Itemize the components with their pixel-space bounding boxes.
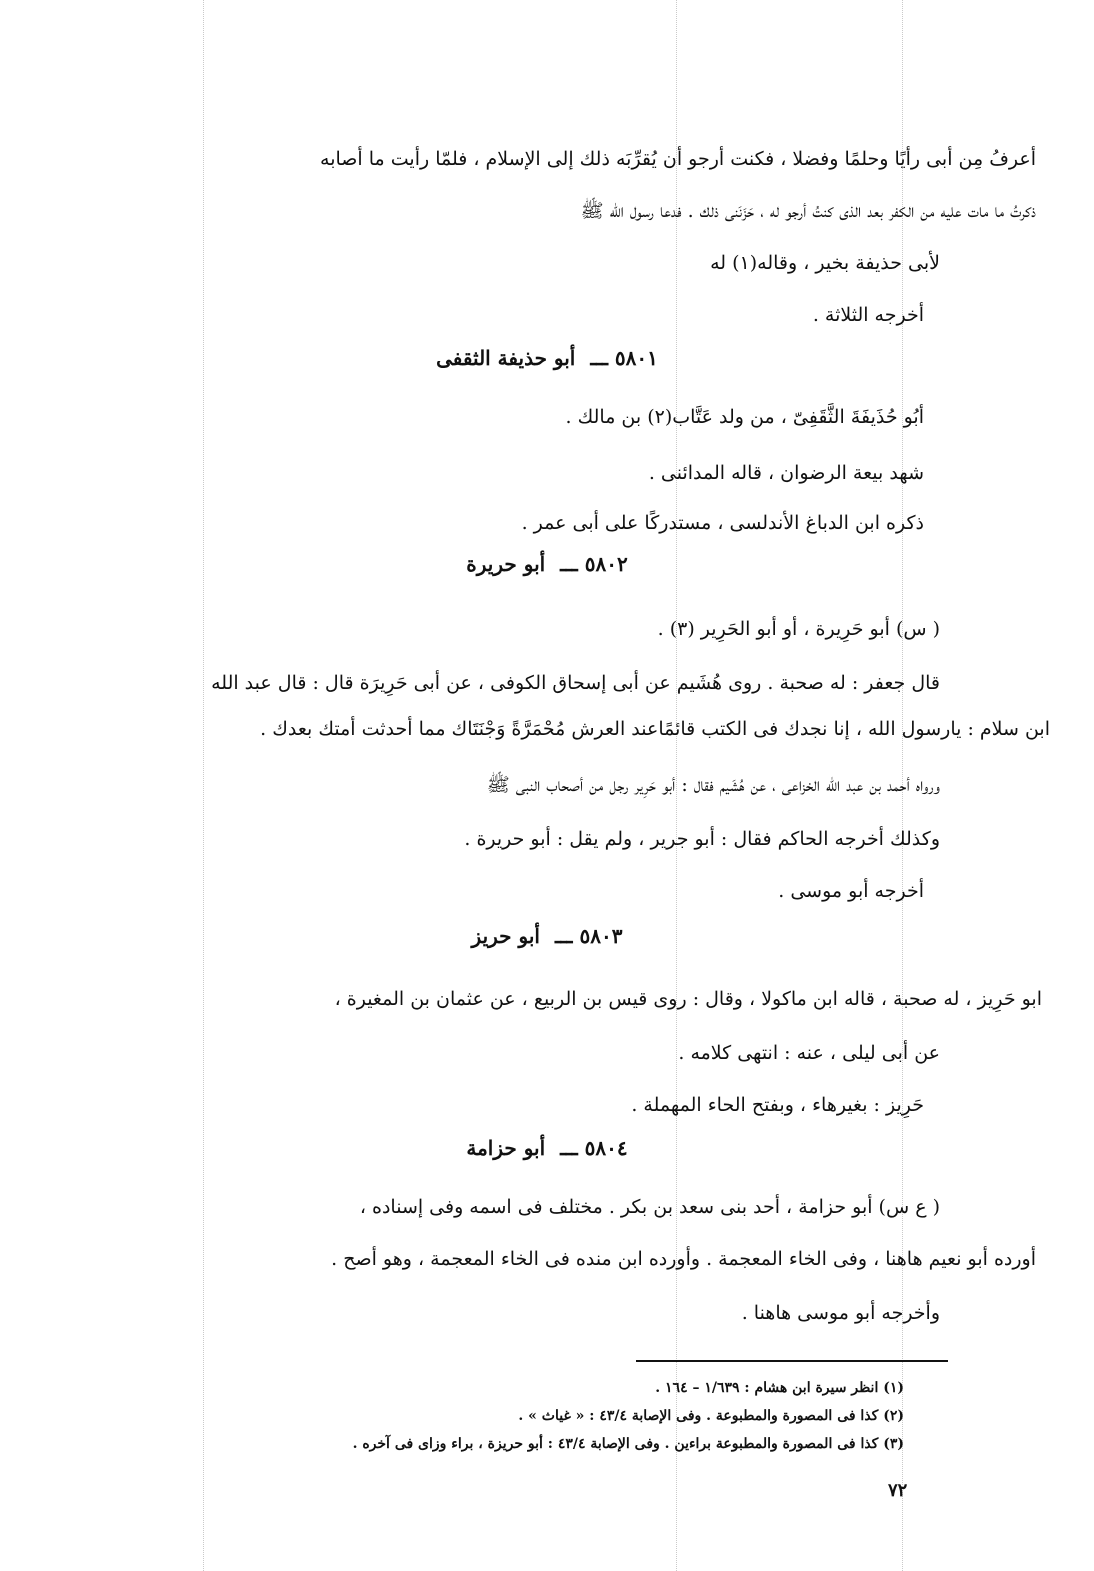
text-line: لأبى حذيفة بخير ، وقاله(١) له xyxy=(710,252,940,274)
footnote-separator xyxy=(636,1360,948,1362)
text-line: وأخرجه أبو موسى هاهنا . xyxy=(741,1302,940,1324)
text-line: ( ع س) أبو حزامة ، أحد بنى سعد بن بكر . مختلف فى اسمه وفى إسناده ، xyxy=(359,1196,940,1218)
text-line: أعرفُ مِن أبى رأيًا وحلمًا وفضلا ، فكنت أرجو أن يُقرِّبَه ذلك إلى الإسلام ، فلمّا رأيت ما أصابه xyxy=(320,148,1036,170)
entry-title: أبو حريرة xyxy=(466,552,546,576)
text-line: ذكرتُ ما مات عليه من الكفر بعد الذى كنتُ أرجو له ، حَزَنَنى ذلك . فدعا رسول الله ﷺ xyxy=(580,200,1036,222)
text-line: قال جعفر : له صحبة . روى هُشَيم عن أبى إسحاق الكوفى ، عن أبى حَرِيرَة قال : قال عبد الله xyxy=(211,672,940,694)
text-line: ابن سلام : يارسول الله ، إنا نجدك فى الكتب قائمًاعند العرش مُحْمَرَّةً وَجْنَتَاك مما أحدثت أمتك بعدك . xyxy=(260,718,1050,740)
entry-number: ٥٨٠١ ـــ xyxy=(590,346,658,370)
footnote: (٣) كذا فى المصورة والمطبوعة براءين . وفى الإصابة ٤٣/٤ : أبو حريزة ، براء وزاى فى آخره . xyxy=(352,1436,904,1452)
entry-heading-5802 xyxy=(0,550,1094,578)
scan-artifact-line xyxy=(203,0,204,1571)
footnote: (١) انظر سيرة ابن هشام : ١/٦٣٩ – ١٦٤ . xyxy=(655,1380,904,1396)
entry-number: ٥٨٠٣ ـــ xyxy=(554,924,623,948)
entry-title: أبو حذيفة الثقفى xyxy=(436,346,576,370)
text-line: ورواه أحمد بن عبد الله الخزاعى ، عن هُشَيم فقال : أبو حَرِير رجل من أصحاب النبى ﷺ xyxy=(486,774,940,796)
text-line: ذكره ابن الدباغ الأندلسى ، مستدركًا على أبى عمر . xyxy=(521,512,924,534)
text-line: أخرجه أبو موسى . xyxy=(778,880,924,902)
text-line: ( س) أبو حَرِيرة ، أو أبو الحَرِير (٣) . xyxy=(657,618,940,640)
footnote: (٢) كذا فى المصورة والمطبوعة . وفى الإصابة ٤٣/٤ : « غياث » . xyxy=(518,1408,904,1424)
text-line: أبُو حُذَيفَةَ الثَّقَفِىّ ، من ولد عَتَّاب(٢) بن مالك . xyxy=(565,406,924,428)
entry-number: ٥٨٠٢ ـــ xyxy=(560,552,628,576)
entry-title: أبو حزامة xyxy=(466,1136,546,1160)
text-line: ابو حَرِيز ، له صحبة ، قاله ابن ماكولا ، وقال : روى قيس بن الربيع ، عن عثمان بن المغيرة ، xyxy=(334,988,1042,1010)
entry-number: ٥٨٠٤ ـــ xyxy=(560,1136,628,1160)
entry-heading-5803 xyxy=(0,922,1094,950)
text-line: أخرجه الثلاثة . xyxy=(812,304,924,326)
text-line: حَرِيز : بغيرهاء ، وبفتح الحاء المهملة . xyxy=(631,1094,924,1116)
entry-heading-5804 xyxy=(0,1134,1094,1162)
entry-title: أبو حريز xyxy=(471,924,540,948)
text-line: شهد بيعة الرضوان ، قاله المدائنى . xyxy=(648,462,924,484)
page-number: ٧٢ xyxy=(888,1480,908,1501)
text-line: أورده أبو نعيم هاهنا ، وفى الخاء المعجمة . وأورده ابن منده فى الخاء المعجمة ، وهو أصح . xyxy=(331,1248,1036,1270)
text-line: عن أبى ليلى ، عنه : انتهى كلامه . xyxy=(678,1042,940,1064)
text-line: وكذلك أخرجه الحاكم فقال : أبو جرير ، ولم يقل : أبو حريرة . xyxy=(464,828,940,850)
entry-heading-5801 xyxy=(0,344,1094,372)
